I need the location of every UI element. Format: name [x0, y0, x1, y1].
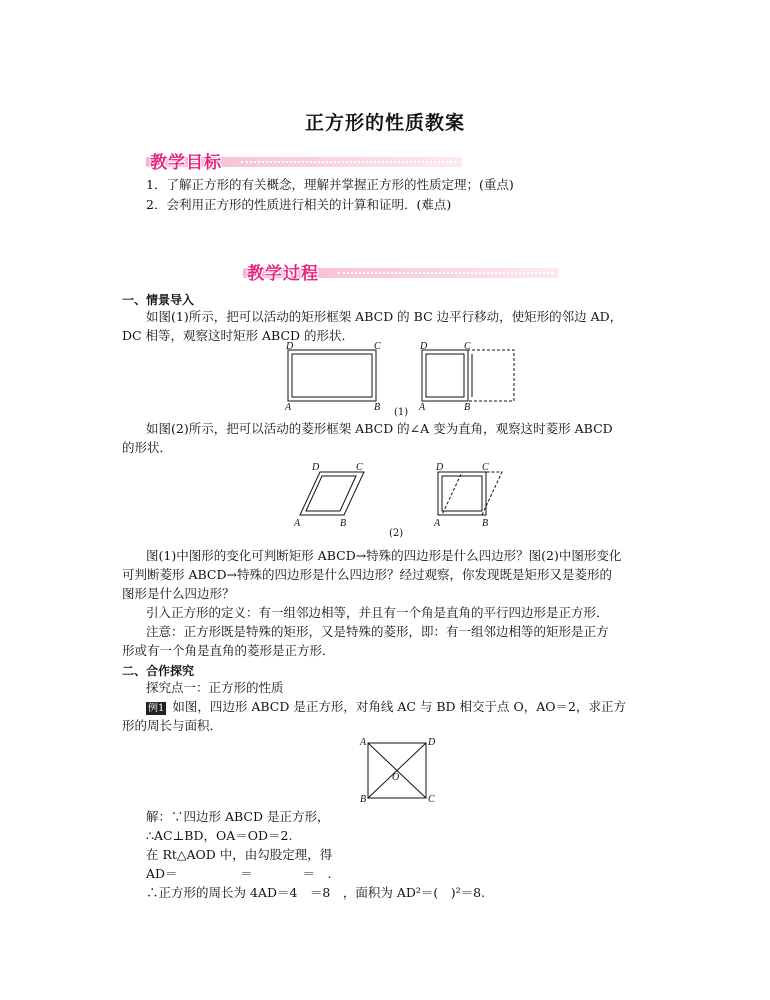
section-banner-process: [243, 259, 559, 283]
section1-heading: 一、情景导入: [122, 293, 195, 307]
section-banner-goals: [146, 148, 462, 172]
label-B: B: [374, 402, 381, 413]
banner-label: 教学过程: [247, 264, 319, 284]
label-D: D: [286, 342, 294, 352]
section2-heading: 二、合作探究: [122, 664, 195, 678]
solution-line: AD＝ ＝ ＝ .: [146, 866, 332, 881]
page-title: 正方形的性质教案: [304, 112, 465, 134]
figure-caption: (1): [394, 407, 409, 418]
label-B: B: [340, 518, 347, 529]
label-D: D: [420, 342, 428, 352]
figure-2-rhombuses: [292, 460, 504, 530]
solution-line: 解：∵四边形 ABCD 是正方形，: [146, 809, 330, 824]
paragraph-line: 注意：正方形既是特殊的矩形，又是特殊的菱形，即：有一组邻边相等的矩形是正方: [146, 624, 609, 639]
paragraph-line: 的形状．: [122, 440, 173, 455]
label-D: D: [428, 737, 436, 748]
label-C: C: [464, 342, 471, 352]
paragraph-line: 形的周长与面积．: [122, 718, 223, 733]
figure-square-diagonals: [356, 736, 442, 806]
paragraph-line: 可判断菱形 ABCD→特殊的四边形是什么四边形？经过观察，你发现既是矩形又是菱形的: [122, 567, 612, 582]
label-A: A: [294, 518, 301, 529]
label-B: B: [360, 794, 367, 805]
label-B: B: [482, 518, 489, 529]
example-badge: 例1: [148, 703, 165, 714]
paragraph-line: 图形是什么四边形？: [122, 586, 235, 601]
label-A: A: [419, 402, 426, 413]
figure-caption: (2): [389, 528, 404, 539]
paragraph-line: 如图(2)所示，把可以活动的菱形框架 ABCD 的∠A 变为直角，观察这时菱形 ABCD: [146, 421, 613, 436]
label-B: B: [464, 402, 471, 413]
label-C: C: [428, 794, 435, 805]
example-text: 如图，四边形 ABCD 是正方形，对角线 AC 与 BD 相交于点 O，AO＝2，求正方: [172, 699, 626, 714]
paragraph-line: 如图(1)所示，把可以活动的矩形框架 ABCD 的 BC 边平行移动，使矩形的邻边 AD，: [146, 309, 623, 324]
goal-item-1: 1．了解正方形的有关概念，理解并掌握正方形的性质定理；(重点): [146, 177, 514, 192]
paragraph-line: 形或有一个角是直角的菱形是正方形．: [122, 643, 335, 658]
label-D: D: [436, 462, 444, 473]
label-C: C: [374, 342, 381, 352]
solution-line: ∴AC⊥BD，OA＝OD＝2.: [146, 828, 293, 843]
banner-label: 教学目标: [150, 153, 222, 173]
paragraph-line: 图(1)中图形的变化可判断矩形 ABCD→特殊的四边形是什么四边形？图(2)中图形变化: [146, 548, 622, 563]
label-A: A: [360, 737, 367, 748]
paragraph-line: 引入正方形的定义：有一组邻边相等，并且有一个角是直角的平行四边形是正方形．: [146, 605, 609, 620]
label-A: A: [434, 518, 441, 529]
label-D: D: [312, 462, 320, 473]
example-line: [146, 698, 626, 716]
paragraph-line: DC 相等，观察这时矩形 ABCD 的形状．: [122, 328, 355, 343]
explore-point-heading: 探究点一：正方形的性质: [146, 680, 284, 695]
solution-line: ∴正方形的周长为 4AD＝4 ＝8 ，面积为 AD²＝( )²＝8.: [146, 885, 486, 900]
label-A: A: [285, 402, 292, 413]
label-C: C: [356, 462, 363, 473]
goal-item-2: 2．会利用正方形的性质进行相关的计算和证明．(难点): [146, 197, 452, 212]
label-C: C: [482, 462, 489, 473]
label-O: O: [392, 772, 400, 783]
solution-line: 在 Rt△AOD 中，由勾股定理，得: [146, 847, 333, 862]
